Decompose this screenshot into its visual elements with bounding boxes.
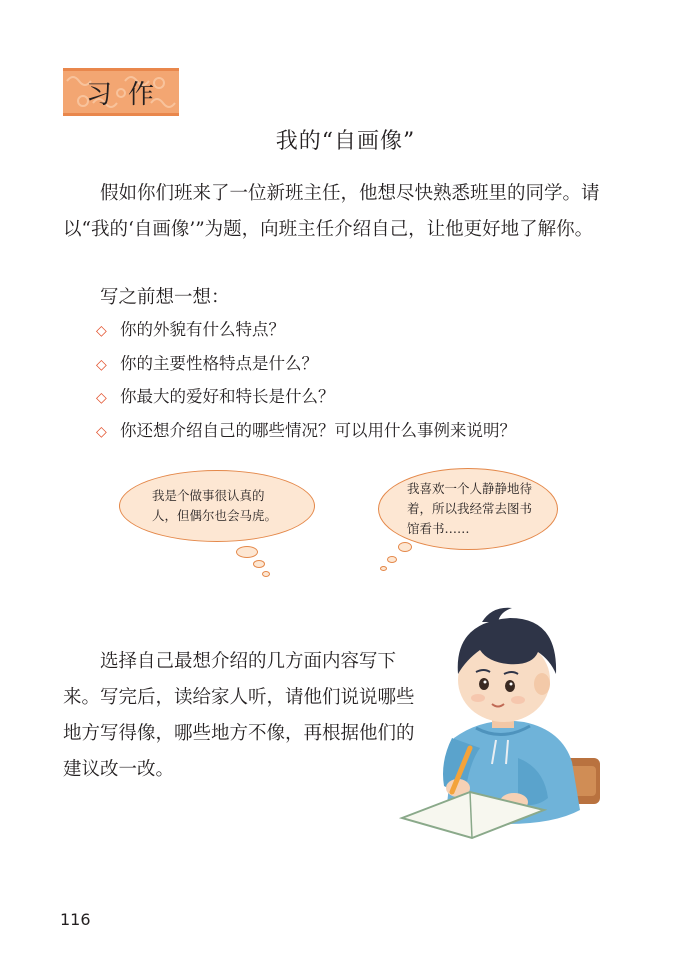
bubble-dot bbox=[398, 542, 412, 552]
list-item: ◇ 你最大的爱好和特长是什么？ bbox=[96, 381, 516, 415]
list-item: ◇ 你的主要性格特点是什么？ bbox=[96, 348, 516, 382]
list-item: ◇ 你还想介绍自己的哪些情况？可以用什么事例来说明？ bbox=[96, 415, 516, 449]
bubble-dot bbox=[387, 556, 397, 563]
thought-bubble-left bbox=[119, 470, 315, 542]
bubble-left-text: 我是个做事很认真的人，但偶尔也会马虎。 bbox=[152, 488, 278, 523]
question-list bbox=[96, 314, 516, 448]
bubble-right-text: 我喜欢一个人静静地待着，所以我经常去图书馆看书…… bbox=[407, 481, 533, 536]
diamond-bullet-icon: ◇ bbox=[96, 356, 107, 373]
list-item: ◇ 你的外貌有什么特点？ bbox=[96, 314, 516, 348]
section-label: 习作 bbox=[85, 79, 170, 110]
diamond-bullet-icon: ◇ bbox=[96, 390, 107, 406]
thought-bubble-right bbox=[378, 468, 558, 550]
bubble-dot bbox=[253, 560, 265, 568]
instruction-paragraph: 选择自己最想介绍的几方面内容写下来。写完后，读给家人听，请他们说说哪些地方写得像，哪些地方不像，再根据他们的建议改一改。 bbox=[63, 651, 415, 780]
boy-writing-illustration bbox=[392, 588, 622, 850]
intro-paragraph: 假如你们班来了一位新班主任，他想尽快熟悉班里的同学。请以“我的‘自画像’”为题，向班主任介绍自己，让他更好地了解你。 bbox=[63, 183, 600, 240]
bubble-dot bbox=[236, 546, 258, 558]
page-title: 我的“自画像” bbox=[275, 129, 416, 154]
bubble-dot bbox=[262, 571, 270, 577]
section-badge bbox=[63, 68, 179, 116]
bubble-dot bbox=[380, 566, 387, 571]
diamond-bullet-icon: ◇ bbox=[96, 323, 107, 339]
think-lead: 写之前想一想： bbox=[100, 287, 230, 308]
diamond-bullet-icon: ◇ bbox=[96, 423, 107, 440]
page-number: 116 bbox=[60, 910, 91, 929]
